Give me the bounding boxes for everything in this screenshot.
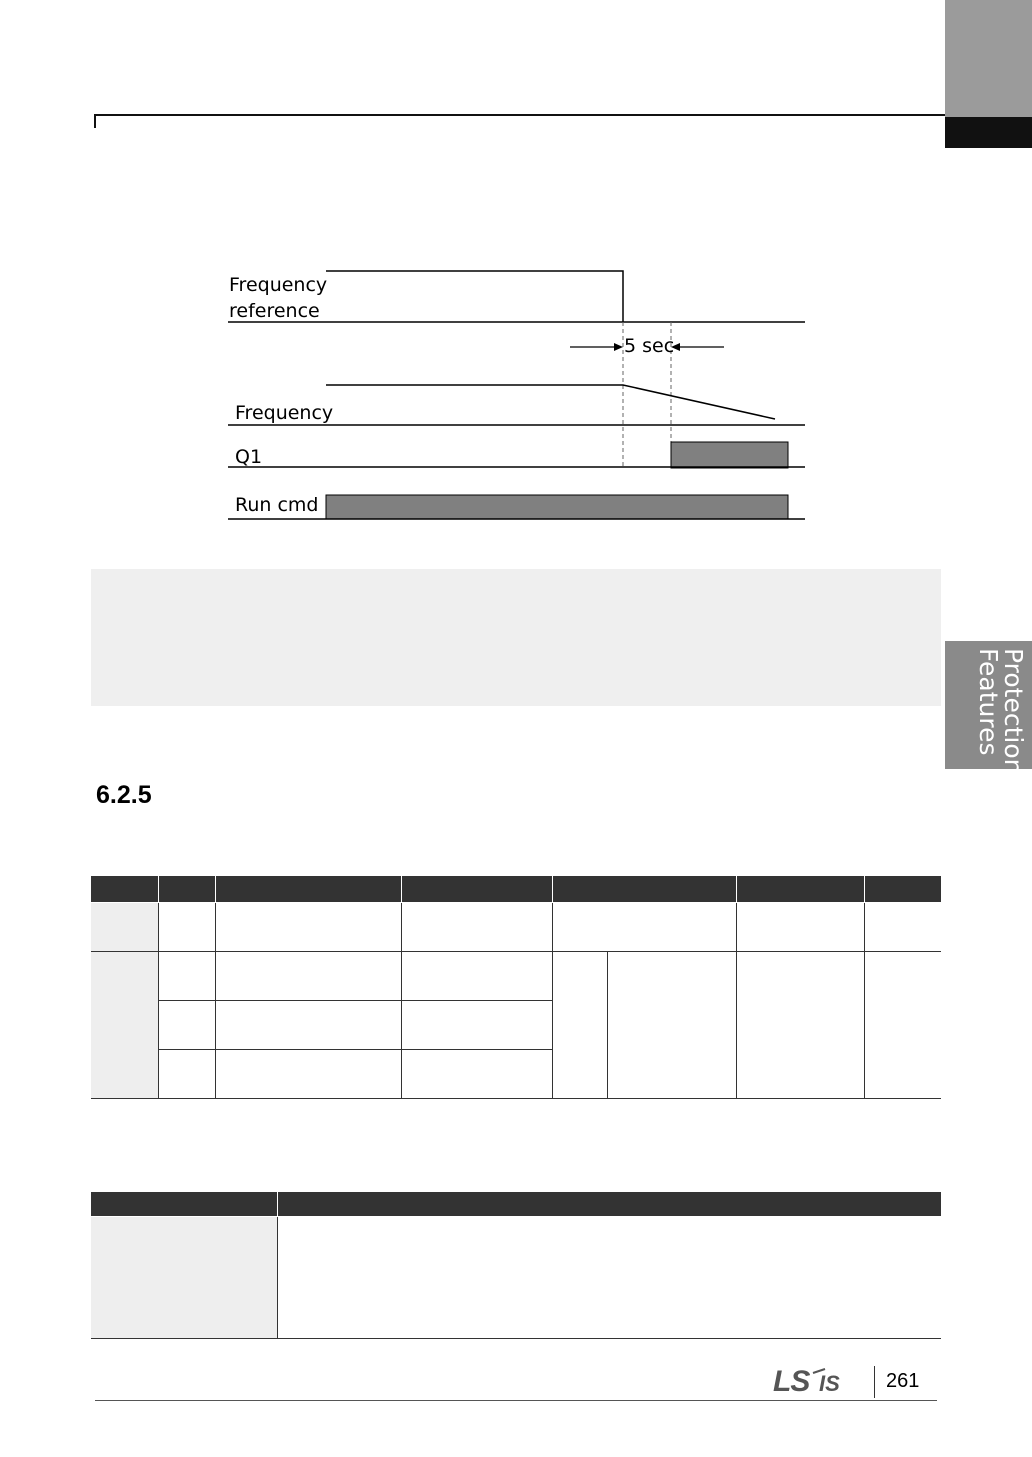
- label-run-cmd: Run cmd: [235, 494, 319, 516]
- lsis-logo-is: IS: [819, 1371, 840, 1394]
- run-cmd-signal: [326, 495, 788, 519]
- chapter-label-line2: Features: [974, 648, 1003, 756]
- table-row: [91, 952, 941, 1001]
- timing-diagram-svg: [0, 0, 1032, 560]
- label-frequency-reference-line2: reference: [229, 300, 320, 322]
- table-header-row: [91, 876, 941, 903]
- timing-diagram: [0, 0, 1032, 560]
- label-q1: Q1: [235, 446, 263, 468]
- chapter-label-line1: Protection: [999, 648, 1028, 775]
- label-frequency-reference-line1: Frequency: [229, 274, 328, 296]
- note-box: [91, 569, 941, 706]
- description-table: [91, 1192, 941, 1339]
- lsis-logo: [773, 1366, 857, 1394]
- section-number: 6.2.5: [96, 781, 152, 809]
- frequency-signal: [326, 385, 775, 419]
- q1-signal: [671, 442, 788, 468]
- parameter-table: [91, 876, 941, 1099]
- freq-ref-signal: [326, 271, 623, 322]
- footer-rule: [95, 1400, 937, 1401]
- label-frequency: Frequency: [235, 402, 334, 424]
- table-header-row: [91, 1192, 941, 1217]
- page-number: 261: [886, 1370, 920, 1392]
- table-row: [91, 903, 941, 952]
- chapter-side-label: [945, 641, 1032, 775]
- page-separator: [874, 1366, 875, 1398]
- label-delay: 5 sec: [624, 335, 675, 357]
- delay-arrow-left-head: [614, 343, 623, 351]
- lsis-logo-text: LS: [773, 1366, 810, 1394]
- table-row: [91, 1217, 941, 1339]
